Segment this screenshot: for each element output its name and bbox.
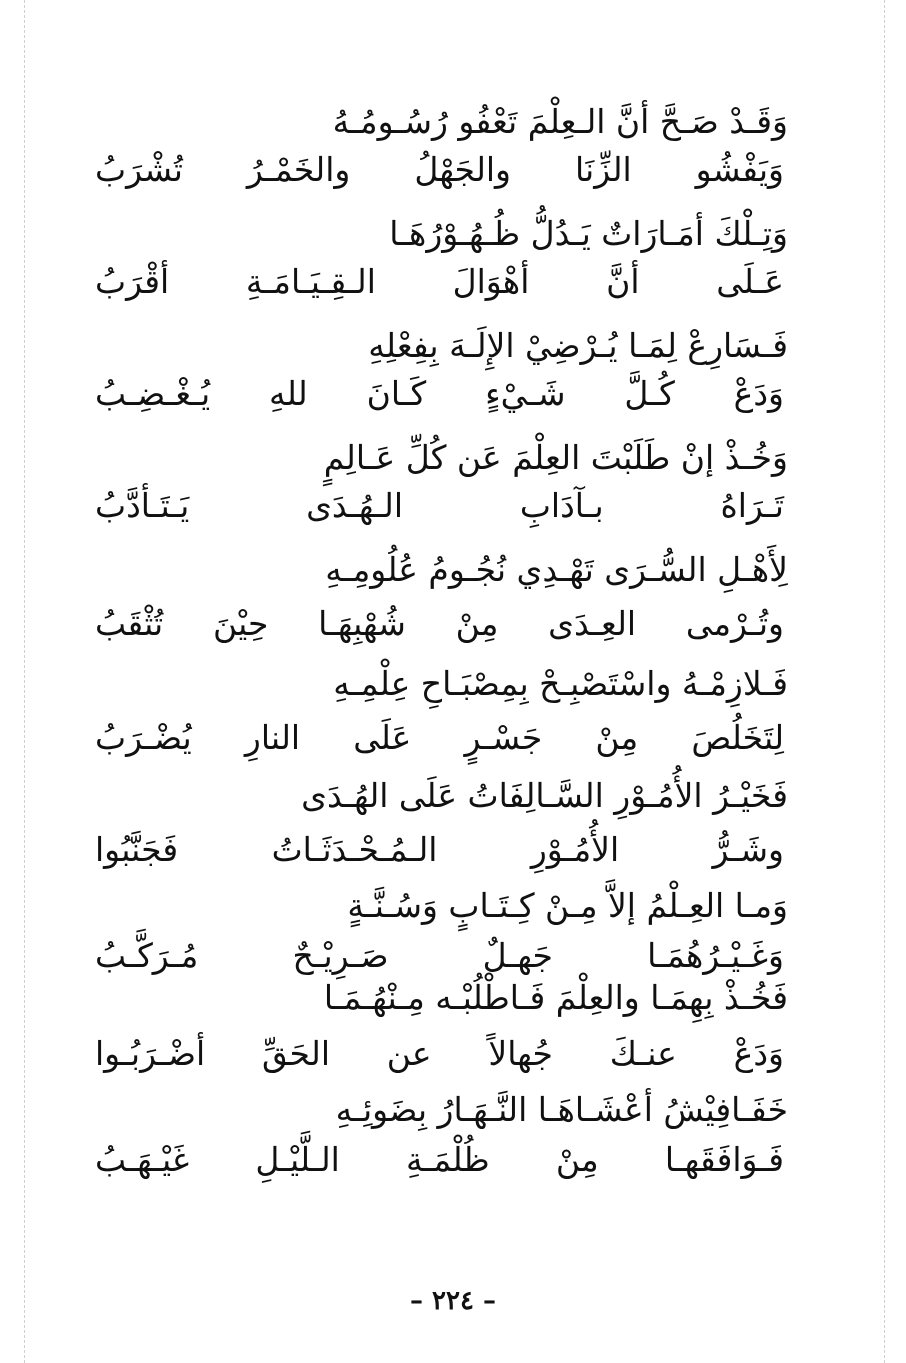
verse-9-first-hemistich: فَخُـذْ بِهِمَـا والعِلْمَ فَـاطْلُبْـه مِـنْهُـمَـا — [323, 978, 788, 1017]
verse-4-first-hemistich: وَخُـذْ إنْ طَلَبْتَ العِلْمَ عَن كُلِّ عَـالِمٍ — [323, 438, 788, 477]
verse-10-first-hemistich: خَفَـافِيْشُ أعْشَـاهَـا النَّـهَـارُ بِضَوئِـهِ — [335, 1090, 788, 1129]
verse-7-second-hemistich: وشَـرُّ الأُمُـوْرِ الـمُـحْـدَثَـاتُ فَجَنَّبُوا — [95, 830, 784, 869]
verse-8-first-hemistich: وَمـا العِـلْمُ إلاَّ مِـنْ كِـتَـابٍ وَسُـنَّـةٍ — [347, 886, 788, 925]
verse-3-first-hemistich: فَـسَارِعْ لِمَـا يُـرْضِيْ الإِلَـهَ بِفِعْلِهِ — [368, 326, 788, 365]
verse-3-second-hemistich: وَدَعْ كُـلَّ شَـيْءٍ كَـانَ للهِ يُـغْـضِـبُ — [95, 374, 784, 413]
verse-10-second-hemistich: فَـوَافَقَهـا مِنْ ظُلْمَـةِ الـلَّيْـلِ غَيْـهَـبُ — [95, 1140, 784, 1179]
page-number: – ٢٢٤ – — [409, 1286, 497, 1316]
verse-8-second-hemistich: وَغَـيْـرُهُمَـا جَهـلٌ صَـرِيْـحٌ مُـرَكَّـبُ — [95, 936, 784, 975]
verse-1-first-hemistich: وَقَـدْ صَـحَّ أنَّ الـعِلْمَ تَعْفُو رُسُـومُـهُ — [332, 102, 788, 141]
verse-2-first-hemistich: وَتِـلْكَ أمَـارَاتٌ يَـدُلُّ ظُـهُـوْرُهَـا — [389, 214, 788, 253]
verse-7-first-hemistich: فَخَيْـرُ الأُمُـوْرِ السَّـالِفَاتُ عَلَى الهُـدَى — [301, 776, 788, 815]
right-scan-edge — [884, 0, 885, 1363]
verse-6-first-hemistich: فَـلازِمْـهُ واسْتَصْبِـحْ بِمِصْبَـاحِ عِلْمِـهِ — [333, 664, 788, 703]
verse-5-first-hemistich: لِأَهْـلِ السُّـرَى تَهْـدِي نُجُـومُ عُلُومِـهِ — [325, 550, 788, 589]
verse-6-second-hemistich: لِتَخَلُصَ مِنْ جَسْـرٍ عَلَى النارِ يُضْـرَبُ — [95, 718, 784, 757]
left-scan-edge — [24, 0, 25, 1363]
verse-1-second-hemistich: وَيَفْشُو الزِّنَا والجَهْلُ والخَمْـرُ تُشْرَبُ — [95, 150, 784, 189]
verse-9-second-hemistich: وَدَعْ عنـكَ جُهالاً عن الحَقِّ أضْـرَبُـوا — [95, 1034, 784, 1073]
verse-4-second-hemistich: تَـرَاهُ بـآدَابِ الـهُـدَى يَـتَـأدَّبُ — [95, 486, 784, 525]
verse-5-second-hemistich: وتُـرْمى العِـدَى مِنْ شُهْبِهَـا حِيْنَ تُثْقَبُ — [95, 604, 784, 643]
verse-2-second-hemistich: عَـلَى أنَّ أهْوَالَ الـقِـيَـامَـةِ أقْرَبُ — [95, 262, 784, 301]
